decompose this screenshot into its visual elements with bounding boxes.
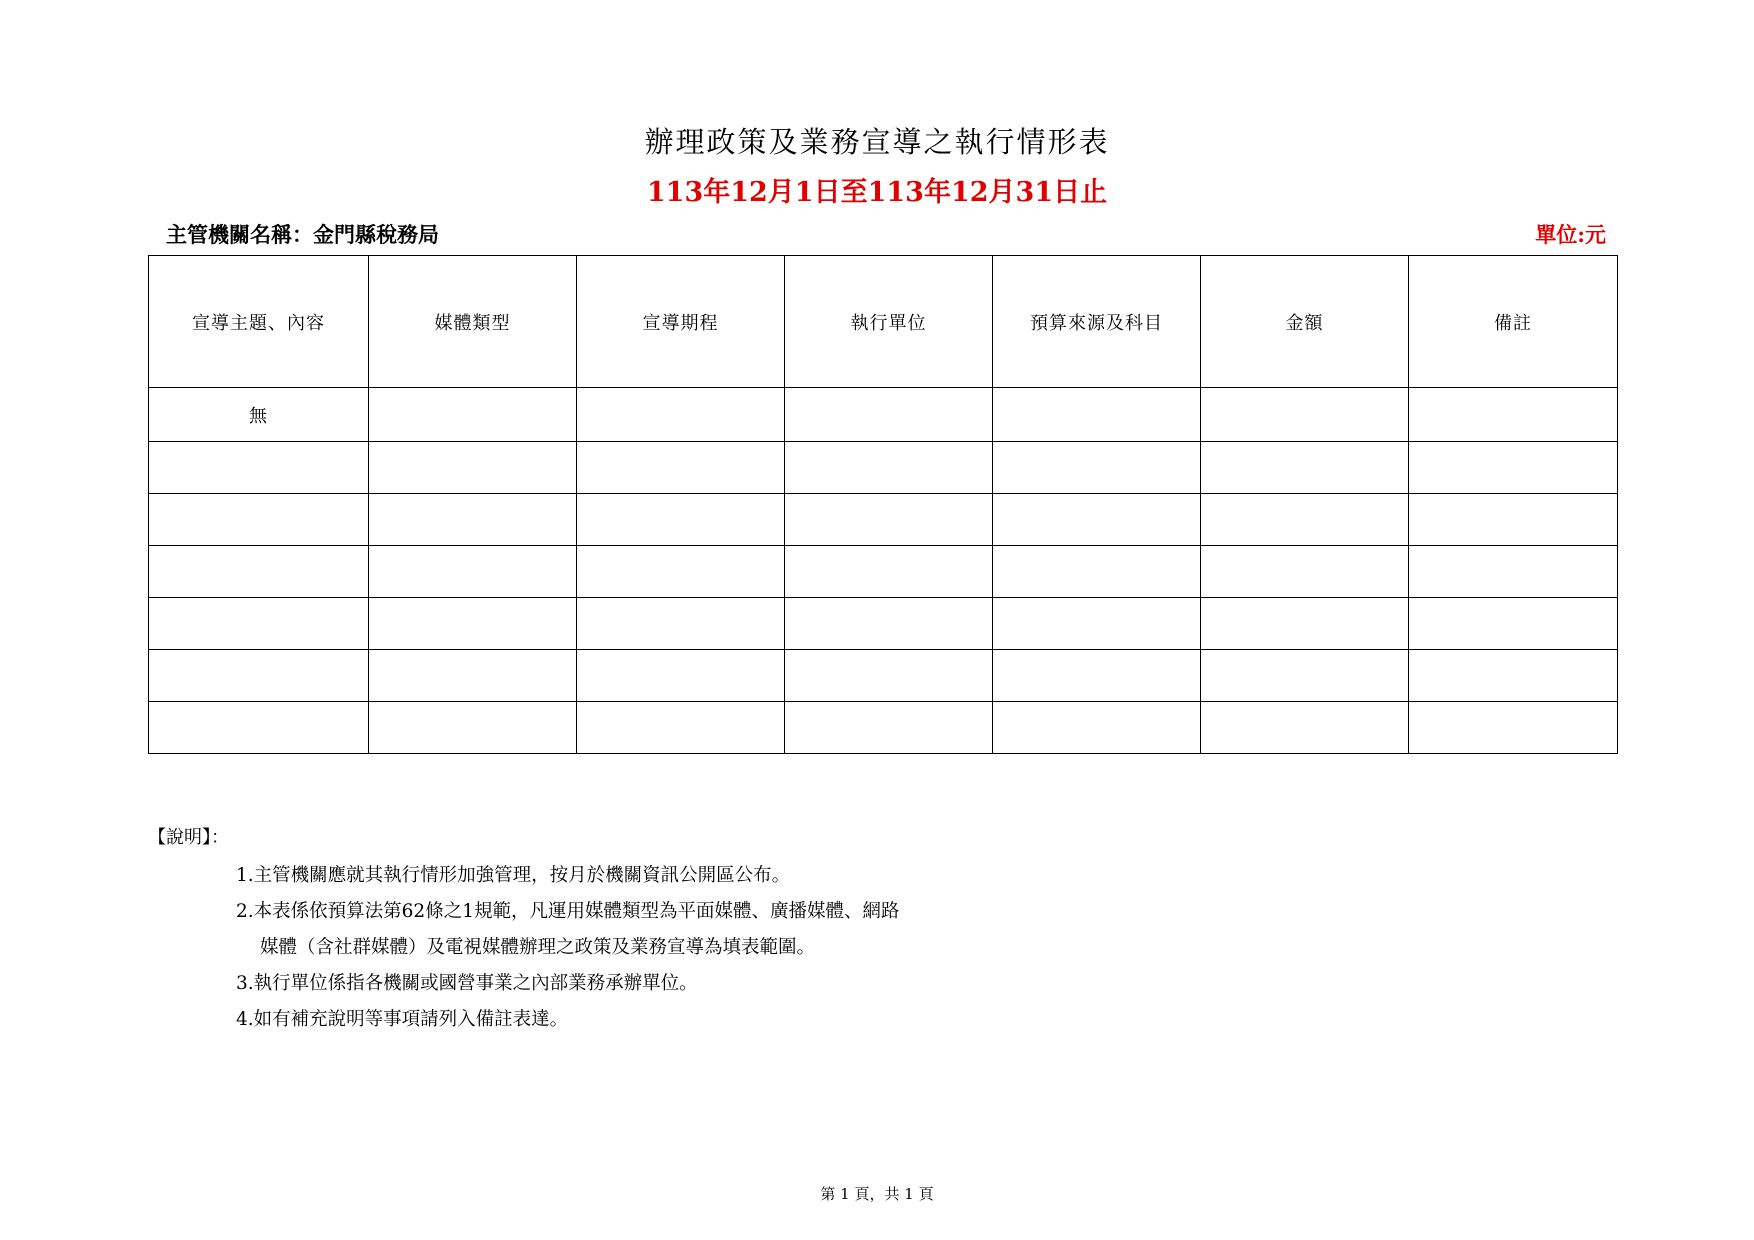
- table-cell: [369, 442, 577, 494]
- table-cell: [1201, 546, 1409, 598]
- table-cell: [149, 702, 369, 754]
- header-topic: 宣導主題、內容: [149, 256, 369, 388]
- table-cell: [785, 546, 993, 598]
- table-cell: [993, 650, 1201, 702]
- table-cell: [1409, 546, 1618, 598]
- table-cell: [577, 442, 785, 494]
- table-cell: [1201, 442, 1409, 494]
- table-row: [149, 546, 1618, 598]
- page-title: 辦理政策及業務宣導之執行情形表: [644, 125, 1110, 159]
- table-cell: [1409, 702, 1618, 754]
- table-cell: [149, 598, 369, 650]
- table-cell: [577, 650, 785, 702]
- table-cell: [1201, 702, 1409, 754]
- table-cell: [577, 494, 785, 546]
- table-cell: [1409, 442, 1618, 494]
- note-item: 2.本表係依預算法第62條之1規範，凡運用媒體類型為平面媒體、廣播媒體、網路: [236, 901, 900, 922]
- table-header-row: [149, 256, 1618, 388]
- table-cell: [993, 546, 1201, 598]
- note-item: 3.執行單位係指各機關或國營事業之內部業務承辦單位。: [236, 973, 698, 994]
- currency-unit: 單位:元: [1535, 222, 1606, 247]
- header-amount: 金額: [1201, 256, 1409, 388]
- page-number: 第 1 頁，共 1 頁: [820, 1185, 934, 1203]
- table-cell: [1201, 650, 1409, 702]
- table-cell: [1409, 598, 1618, 650]
- table-cell: [369, 598, 577, 650]
- header-executing-unit: 執行單位: [785, 256, 993, 388]
- note-item: 1.主管機關應就其執行情形加強管理，按月於機關資訊公開區公布。: [236, 865, 791, 886]
- table-row: [149, 442, 1618, 494]
- table-cell: [993, 598, 1201, 650]
- table-cell: [369, 702, 577, 754]
- table-cell: [577, 598, 785, 650]
- report-period: 113年12月1日至113年12月31日止: [646, 177, 1108, 208]
- table-cell: [785, 388, 993, 442]
- table-cell: [993, 442, 1201, 494]
- table-cell: [1201, 598, 1409, 650]
- table-cell: [369, 546, 577, 598]
- note-item: 4.如有補充說明等事項請列入備註表達。: [236, 1009, 569, 1030]
- table-row: [149, 388, 1618, 442]
- table-cell: [369, 388, 577, 442]
- note-item-continuation: 媒體（含社群媒體）及電視媒體辦理之政策及業務宣導為填表範圍。: [260, 937, 816, 958]
- table-row: [149, 598, 1618, 650]
- header-remarks: 備註: [1409, 256, 1618, 388]
- notes-list: [236, 858, 899, 1038]
- table-cell: [1201, 388, 1409, 442]
- header-media-type: 媒體類型: [369, 256, 577, 388]
- table-row: [149, 494, 1618, 546]
- table-cell: [993, 388, 1201, 442]
- table-cell: [785, 598, 993, 650]
- table-cell: [993, 494, 1201, 546]
- table-cell: [369, 650, 577, 702]
- table-cell: [149, 546, 369, 598]
- table-cell: 無: [149, 388, 369, 442]
- table-cell: [1409, 388, 1618, 442]
- table-cell: [785, 494, 993, 546]
- table-cell: [993, 702, 1201, 754]
- notes-heading: 【說明】：: [148, 827, 229, 848]
- table-cell: [369, 494, 577, 546]
- header-budget-source: 預算來源及科目: [993, 256, 1201, 388]
- table-row: [149, 650, 1618, 702]
- execution-table: [148, 255, 1618, 754]
- table-cell: [577, 546, 785, 598]
- table-cell: [149, 650, 369, 702]
- table-cell: [149, 494, 369, 546]
- table-cell: [1409, 650, 1618, 702]
- table-row: [149, 702, 1618, 754]
- header-schedule: 宣導期程: [577, 256, 785, 388]
- table-cell: [577, 388, 785, 442]
- table-cell: [1409, 494, 1618, 546]
- table-cell: [785, 442, 993, 494]
- table-cell: [1201, 494, 1409, 546]
- table-cell: [149, 442, 369, 494]
- table-cell: [785, 650, 993, 702]
- agency-name: 主管機關名稱：金門縣稅務局: [166, 222, 439, 247]
- table-cell: [577, 702, 785, 754]
- table-cell: [785, 702, 993, 754]
